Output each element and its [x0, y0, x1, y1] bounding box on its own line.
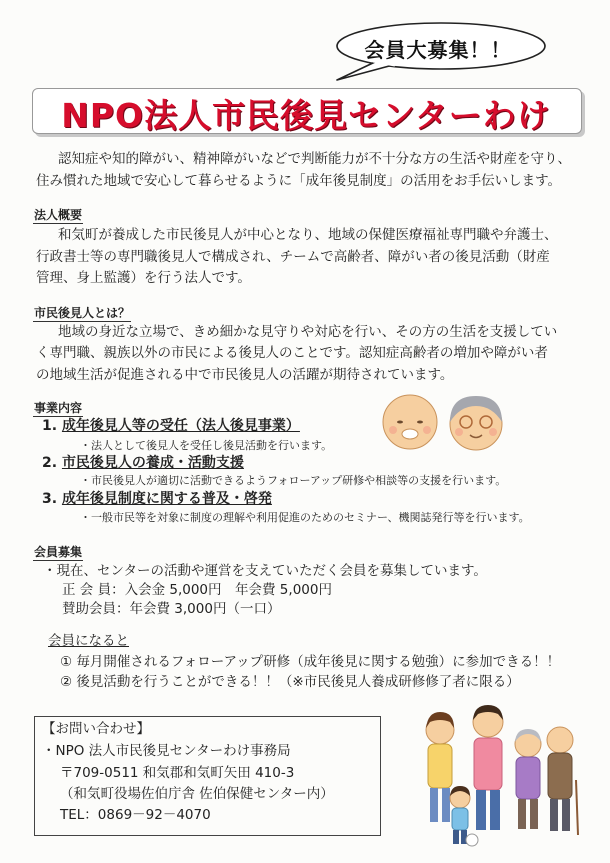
business-item-3-title: 成年後見制度に関する普及・啓発: [61, 491, 272, 507]
overview-line-1: 和気町が養成した市民後見人が中心となり、地域の保健医療福祉専門職や弁護士、: [58, 227, 558, 243]
business-item-1-title: 成年後見人等の受任（法人後見事業）: [61, 418, 300, 434]
citizen-line-2: く専門職、親族以外の市民による後見人のことです。認知症高齢者の増加や障がい者: [36, 345, 548, 361]
page-title: NPO法人市民後見センターわけ: [61, 96, 551, 135]
members-support-fee: 賛助会員：年会費 3,000円（一口）: [62, 601, 281, 617]
overview-line-2: 行政書士等の専門職後見人で構成され、チームで高齢者、障がい者の後見活動（財産: [36, 249, 550, 265]
benefit-1: ① 毎月開催されるフォローアップ研修（成年後見に関する勉強）に参加できる！！: [60, 654, 561, 670]
citizen-line-3: の地域生活が促進される中で市民後見人の活躍が期待されています。: [36, 367, 454, 383]
business-item-2-desc: ・市民後見人が適切に活動できるようフォローアップ研修や相談等の支援を行います。: [80, 474, 507, 487]
benefit-2: ② 後見活動を行うことができる！！（※市民後見人養成研修修了者に限る）: [60, 674, 520, 690]
business-item-2: [42, 452, 244, 472]
contact-org: ・NPO 法人市民後見センターわけ事務局: [42, 743, 291, 759]
business-item-2-title: 市民後見人の養成・活動支援: [61, 455, 244, 471]
overview-line-3: 管理、身上監護）を行う法人です。: [36, 270, 251, 286]
overview-heading: 法人概要: [34, 208, 83, 222]
business-item-3-desc: ・一般市民等を対象に制度の理解や利用促進のためのセミナー、機関誌発行等を行います。: [80, 511, 530, 524]
contact-heading: 【お問い合わせ】: [42, 721, 150, 737]
business-item-3-num: 3.: [42, 491, 58, 507]
business-heading: 事業内容: [34, 401, 83, 415]
members-heading: 会員募集: [34, 545, 83, 559]
intro-line-2: 住み慣れた地域で安心して暮らせるように「成年後見制度」の活用をお手伝いします。: [36, 173, 562, 189]
citizen-line-1: 地域の身近な立場で、きめ細かな見守りや対応を行い、その方の生活を支援してい: [58, 324, 558, 340]
business-item-1-desc: ・法人として後見人を受任し後見活動を行います。: [80, 439, 333, 452]
family-illustration: [400, 700, 580, 850]
business-item-2-num: 2.: [42, 455, 58, 471]
members-line-1: ・現在、センターの活動や運営を支えていただく会員を募集しています。: [43, 563, 487, 579]
business-item-1: [42, 415, 300, 435]
members-regular-fee: 正 会 員：入会金 5,000円 年会費 5,000円: [62, 582, 332, 598]
citizen-heading: 市民後見人とは？: [34, 306, 131, 320]
elderly-faces-illustration: [380, 392, 510, 454]
contact-phone: TEL：0869－92－4070: [60, 807, 211, 823]
contact-location: （和気町役場佐伯庁舎 佐伯保健センター内）: [60, 786, 334, 802]
business-item-3: [42, 488, 272, 508]
intro-line-1: 認知症や知的障がい、精神障がいなどで判断能力が不十分な方の生活や財産を守り、: [58, 151, 571, 167]
benefit-heading: 会員になると: [48, 633, 129, 649]
recruit-banner: 会員大募集！！: [364, 38, 512, 62]
business-item-1-num: 1.: [42, 418, 58, 434]
contact-address: 〒709-0511 和気郡和気町矢田 410-3: [60, 765, 295, 781]
